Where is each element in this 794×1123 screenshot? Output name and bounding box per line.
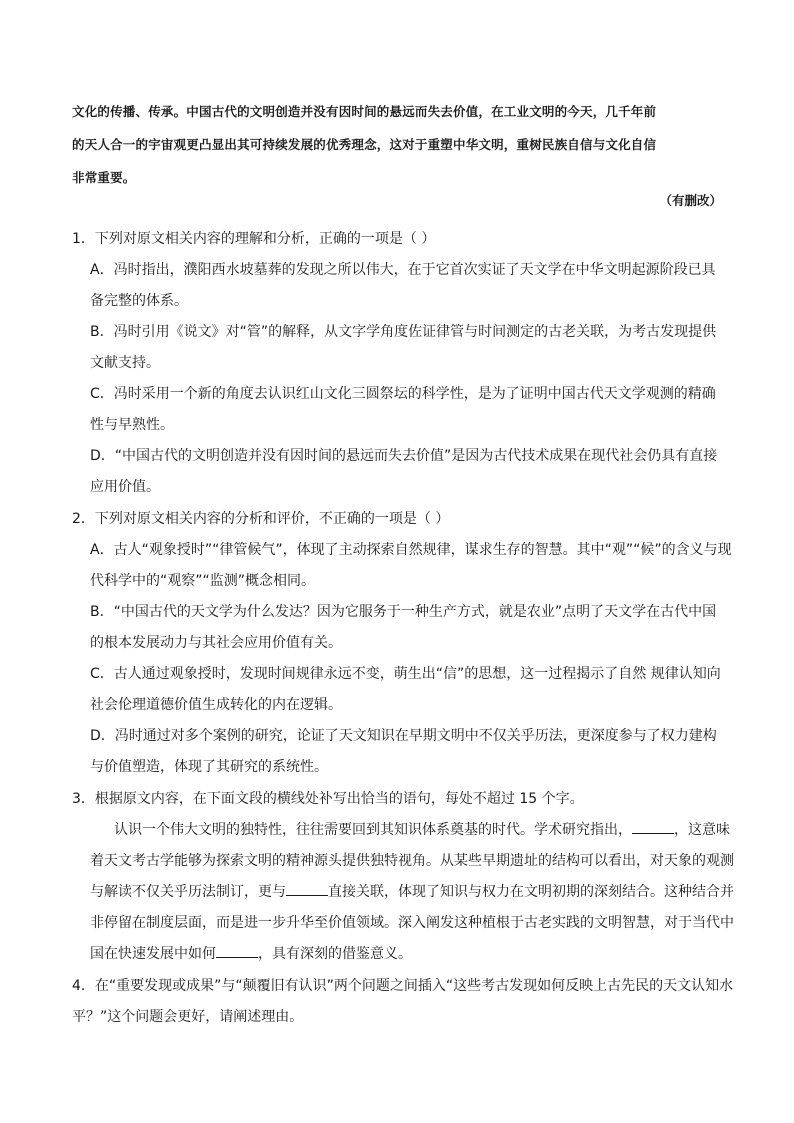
- option-b: B．“中国古代的天文学为什么发达？因为它服务于一种生产方式，就是农业”点明了天文学在古代中国: [90, 604, 717, 620]
- option-d-cont: 与价值塑造，体现了其研究的系统性。: [90, 759, 328, 775]
- question-stem-cont: 平？”这个问题会更好，请阐述理由。: [72, 1009, 304, 1025]
- question-stem: 1．下列对原文相关内容的理解和分析，正确的一项是（ ）: [72, 231, 436, 247]
- passage-line: [90, 881, 734, 901]
- question-stem: 2．下列对原文相关内容的分析和评价，不正确的一项是（ ）: [72, 511, 450, 527]
- option-a-cont: 代科学中的“观察”“监测”概念相同。: [90, 573, 316, 589]
- intro-line: 文化的传播、传承。中国古代的文明创造并没有因时间的悬远而失去价值，在工业文明的今天，几千年前: [72, 104, 657, 119]
- passage-text: 直接关联，体现了知识与权力在文明初期的深刻结合。这种结合并: [328, 884, 734, 900]
- option-c-cont: 性与早熟性。: [90, 417, 174, 433]
- intro-line: 的天人合一的宇宙观更凸显出其可持续发展的优秀理念，这对于重塑中华文明，重树民族自信与文化自信: [72, 137, 657, 152]
- passage-text: 认识一个伟大文明的独特性，往往需要回到其知识体系奠基的时代。学术研究指出，: [114, 822, 632, 838]
- intro-passage: [72, 95, 722, 194]
- option-b-cont: 的根本发展动力与其社会应用价值有关。: [90, 635, 342, 651]
- option-c: C．古人通过观象授时，发现时间规律永远不变，萌生出“信”的思想，这一过程揭示了自然 规律认知向: [90, 666, 721, 682]
- option-d: D．“中国古代的文明创造并没有因时间的悬远而失去价值”是因为古代技术成果在现代社会仍具有直接: [90, 448, 718, 464]
- option-c: C．冯时采用一个新的角度去认识红山文化三圆祭坛的科学性，是为了证明中国古代天文学观测的精确: [90, 386, 716, 402]
- passage-line: [114, 819, 730, 839]
- option-b: B．冯时引用《说文》对“管”的解释，从文字学角度佐证律管与时间测定的古老关联，为考古发现提供: [90, 324, 717, 340]
- source-note: （有删改）: [659, 193, 722, 208]
- passage-line: [90, 943, 412, 963]
- answer-blank-1[interactable]: [632, 821, 674, 834]
- passage-text: ，具有深刻的借鉴意义。: [258, 946, 412, 962]
- passage-text: 与解读不仅关乎历法制订，更与: [90, 884, 286, 900]
- intro-line: 非常重要。: [72, 170, 136, 185]
- answer-blank-2[interactable]: [286, 883, 328, 896]
- question-stem: 4．在“重要发现或成果”与“颠覆旧有认识”两个问题之间插入“这些考古发现如何反映上古先民的天文认知水: [72, 978, 734, 994]
- question-stem: 3．根据原文内容，在下面文段的横线处补写出恰当的语句，每处不超过 15 个字。: [72, 791, 584, 807]
- answer-blank-3[interactable]: [216, 945, 258, 958]
- option-d: D．冯时通过对多个案例的研究，论证了天文知识在早期文明中不仅关乎历法，更深度参与了权力建构: [90, 728, 717, 744]
- option-a: A．古人“观象授时”“律管候气”，体现了主动探索自然规律，谋求生存的智慧。其中“观”“候”的含义与现: [90, 542, 732, 558]
- option-c-cont: 社会伦理道德价值生成转化的内在逻辑。: [90, 697, 342, 713]
- passage-line: 着天文考古学能够为探索文明的精神源头提供独特视角。从某些早期遗址的结构可以看出，对天象的观测: [90, 853, 734, 869]
- passage-text: ，这意味: [674, 822, 730, 838]
- option-a: A．冯时指出，濮阳西水坡墓葬的发现之所以伟大，在于它首次实证了天文学在中华文明起源阶段已具: [90, 262, 716, 278]
- passage-text: 国在快速发展中如何: [90, 946, 216, 962]
- option-b-cont: 文献支持。: [90, 355, 160, 371]
- option-a-cont: 备完整的体系。: [90, 293, 188, 309]
- passage-line: 非停留在制度层面，而是进一步升华至价值领域。深入阐发这种植根于古老实践的文明智慧，对于当代中: [90, 915, 734, 931]
- option-d-cont: 应用价值。: [90, 479, 160, 495]
